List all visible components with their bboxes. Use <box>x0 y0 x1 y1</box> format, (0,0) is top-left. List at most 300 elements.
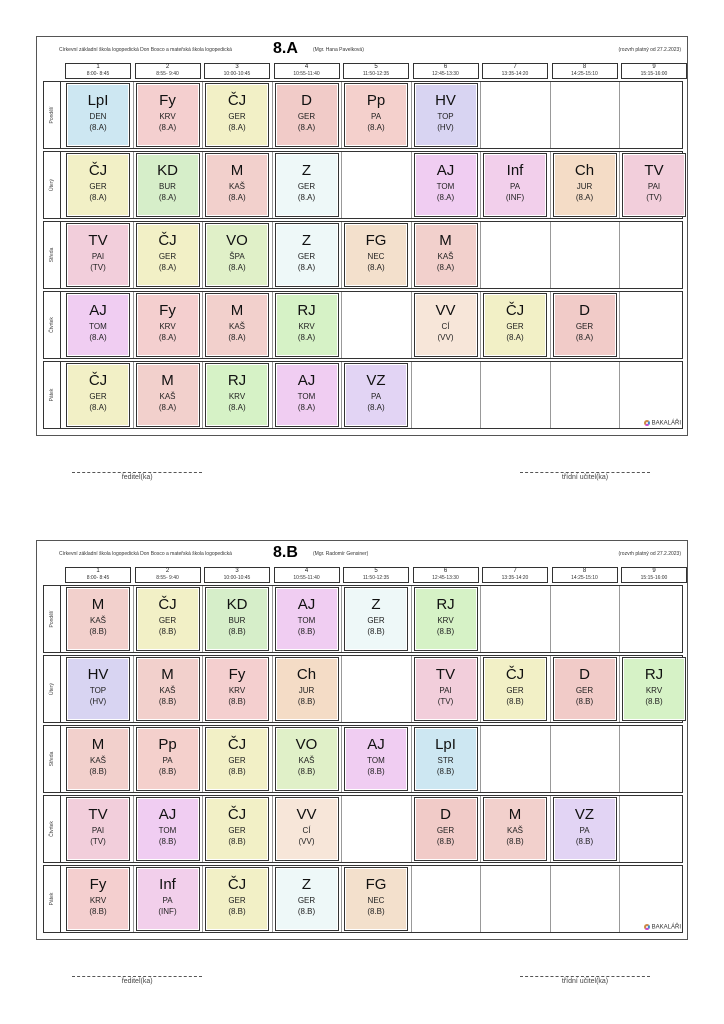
day-row <box>43 291 683 359</box>
lesson-teacher: KAŠ <box>159 686 176 695</box>
period-number: 1 <box>96 64 100 70</box>
lesson-teacher: GER <box>228 896 246 905</box>
grid-line <box>133 362 134 428</box>
period-number: 8 <box>582 568 587 574</box>
lesson-teacher: NEC <box>367 896 385 905</box>
grid-line <box>341 796 342 862</box>
period-header <box>552 567 618 583</box>
lesson-cell <box>275 363 339 427</box>
lesson-group: (8.A) <box>367 123 385 132</box>
lesson-subject: Inf <box>506 162 524 179</box>
lesson-cell <box>136 363 200 427</box>
lesson-cell <box>136 727 200 791</box>
grid-line <box>411 656 412 722</box>
lesson-cell <box>344 587 408 651</box>
lesson-group: (8.B) <box>645 697 663 706</box>
lesson-cell <box>414 83 478 147</box>
period-time: 15:15-16:00 <box>640 71 668 77</box>
grid-line <box>480 796 481 862</box>
grid-line <box>341 586 342 652</box>
period-time: 8:00- 8:45 <box>86 71 110 77</box>
lesson-cell <box>275 223 339 287</box>
lesson-group: (8.B) <box>89 767 107 776</box>
lesson-cell <box>66 867 130 931</box>
lesson-subject: Z <box>301 876 312 893</box>
lesson-group: (TV) <box>90 837 106 846</box>
lesson-subject: M <box>161 666 174 683</box>
lesson-subject: M <box>439 232 452 249</box>
grid-line <box>480 656 481 722</box>
lesson-teacher: TOP <box>437 112 454 121</box>
lesson-cell <box>553 293 617 357</box>
lesson-cell <box>205 587 269 651</box>
lesson-cell <box>622 153 686 217</box>
lesson-cell <box>414 657 478 721</box>
grid-line <box>133 726 134 792</box>
grid-line <box>272 866 273 932</box>
lesson-subject: AJ <box>158 806 177 823</box>
lesson-group: (INF) <box>158 907 177 916</box>
day-row <box>43 585 683 653</box>
lesson-cell <box>275 153 339 217</box>
lesson-subject: ČJ <box>158 232 177 249</box>
lesson-group: (8.B) <box>158 627 177 636</box>
lesson-cell <box>414 223 478 287</box>
grid-line <box>619 222 620 288</box>
lesson-group: (HV) <box>89 697 107 706</box>
period-time: 8:00- 8:45 <box>86 575 110 581</box>
grid-line <box>480 82 481 148</box>
lesson-teacher: CÍ <box>441 322 450 331</box>
lesson-group: (8.A) <box>158 403 177 412</box>
grid-line <box>272 726 273 792</box>
grid-line <box>133 796 134 862</box>
grid-line <box>272 152 273 218</box>
grid-line <box>133 292 134 358</box>
lesson-subject: Ch <box>296 666 317 683</box>
lesson-cell <box>205 83 269 147</box>
lesson-cell <box>66 727 130 791</box>
lesson-subject: ČJ <box>227 806 247 823</box>
grid-line <box>272 222 273 288</box>
day-row <box>43 795 683 863</box>
period-number: 6 <box>443 568 448 574</box>
lesson-teacher: KRV <box>298 322 315 331</box>
period-header <box>135 63 201 79</box>
lesson-subject: VZ <box>366 372 386 389</box>
lesson-cell <box>483 293 547 357</box>
lesson-teacher: TOM <box>436 182 455 191</box>
lesson-cell <box>622 657 686 721</box>
grid-line <box>341 362 342 428</box>
lesson-teacher: GER <box>297 112 316 121</box>
sheet-header <box>37 37 687 63</box>
grid-line <box>133 586 134 652</box>
lesson-teacher: TOP <box>89 686 107 695</box>
class-teacher: (Mgr. Hana Pavelková) <box>313 47 364 53</box>
lesson-subject: ČJ <box>227 736 247 753</box>
grid-line <box>480 726 481 792</box>
lesson-cell <box>483 797 547 861</box>
lesson-subject: Pp <box>158 736 177 753</box>
lesson-group: (8.B) <box>436 837 455 846</box>
lesson-group: (8.A) <box>297 193 316 202</box>
lesson-group: (TV) <box>90 263 106 272</box>
lesson-cell <box>414 153 478 217</box>
period-time: 14:25-15:10 <box>571 71 598 77</box>
lesson-group: (8.A) <box>367 403 385 412</box>
lesson-cell <box>205 363 269 427</box>
lesson-cell <box>483 153 547 217</box>
grid-line <box>272 656 273 722</box>
grid-line <box>619 796 620 862</box>
grid-line <box>202 362 203 428</box>
grid-line <box>480 222 481 288</box>
day-name: Čtvrtek <box>49 821 55 837</box>
grid-line <box>550 222 551 288</box>
lesson-teacher: KRV <box>159 112 176 121</box>
lesson-cell <box>205 293 269 357</box>
period-time: 10:00-10:45 <box>223 71 251 77</box>
lesson-teacher: GER <box>89 182 107 191</box>
lesson-group: (8.B) <box>228 907 246 916</box>
grid-line <box>272 292 273 358</box>
grid-line <box>202 152 203 218</box>
lesson-subject: D <box>579 666 590 683</box>
grid-line <box>202 82 203 148</box>
lesson-subject: AJ <box>367 736 385 753</box>
period-time: 10:00-10:45 <box>223 575 251 581</box>
lesson-subject: AJ <box>297 596 316 613</box>
lesson-teacher: TOM <box>89 322 107 331</box>
lesson-subject: FG <box>365 876 387 893</box>
lesson-subject: M <box>508 806 522 823</box>
grid-line <box>619 362 620 428</box>
lesson-teacher: PA <box>509 182 521 191</box>
lesson-teacher: KRV <box>228 392 246 401</box>
lesson-teacher: STR <box>437 756 454 765</box>
grid-line <box>202 866 203 932</box>
grid-line <box>411 82 412 148</box>
lesson-teacher: BUR <box>228 616 246 625</box>
period-number: 6 <box>443 64 448 70</box>
lesson-teacher: GER <box>436 826 455 835</box>
lesson-group: (8.B) <box>367 627 385 636</box>
period-header <box>274 567 340 583</box>
lesson-cell <box>136 867 200 931</box>
grid-line <box>341 656 342 722</box>
lesson-group: (8.B) <box>89 907 107 916</box>
lesson-group: (8.B) <box>297 907 316 916</box>
class-title: 8.B <box>273 544 298 561</box>
period-time: 13:35-14:20 <box>501 71 529 77</box>
lesson-teacher: TOM <box>297 616 316 625</box>
lesson-cell <box>205 797 269 861</box>
lesson-group: (8.B) <box>506 837 524 846</box>
lesson-teacher: GER <box>297 182 316 191</box>
lesson-teacher: GER <box>158 616 177 625</box>
grid-line <box>480 586 481 652</box>
day-label <box>44 362 61 428</box>
lesson-subject: VO <box>226 232 248 249</box>
lesson-cell <box>275 867 339 931</box>
period-header <box>482 63 548 79</box>
grid-line <box>411 222 412 288</box>
grid-line <box>550 866 551 932</box>
period-time: 11:50-12:35 <box>362 71 390 77</box>
lesson-teacher: GER <box>89 392 107 401</box>
grid-line <box>133 866 134 932</box>
lesson-group: (8.B) <box>228 627 246 636</box>
day-row <box>43 81 683 149</box>
period-number: 4 <box>304 568 309 574</box>
lesson-subject: Z <box>371 596 381 613</box>
period-header <box>65 63 131 79</box>
lesson-group: (8.A) <box>158 333 177 342</box>
lesson-group: (8.B) <box>436 627 455 636</box>
grid-line <box>619 292 620 358</box>
period-time: 13:35-14:20 <box>501 575 529 581</box>
lesson-cell <box>344 867 408 931</box>
period-number: 5 <box>374 568 378 574</box>
signature-director <box>72 472 202 481</box>
period-time: 15:15-16:00 <box>640 575 668 581</box>
lesson-group: (8.B) <box>158 837 177 846</box>
grid-line <box>550 362 551 428</box>
lesson-teacher: PA <box>579 826 590 835</box>
lesson-subject: RJ <box>436 596 455 613</box>
lesson-cell <box>275 657 339 721</box>
grid-line <box>619 82 620 148</box>
lesson-cell <box>414 727 478 791</box>
period-header <box>343 567 409 583</box>
lesson-group: (HV) <box>437 123 454 132</box>
validity-note: (rozvrh platný od 27.2.2023) <box>618 551 681 557</box>
lesson-group: (8.A) <box>89 123 107 132</box>
lesson-cell <box>344 727 408 791</box>
lesson-group: (8.B) <box>575 837 594 846</box>
lesson-subject: M <box>91 736 105 753</box>
grid-line <box>619 726 620 792</box>
lesson-subject: HV <box>87 666 109 683</box>
grid-line <box>550 656 551 722</box>
validity-note: (rozvrh platný od 27.2.2023) <box>618 47 681 53</box>
period-number: 2 <box>165 568 170 574</box>
grid-line <box>480 362 481 428</box>
lesson-cell <box>483 657 547 721</box>
lesson-teacher: KAŠ <box>298 756 315 765</box>
lesson-subject: D <box>301 92 312 109</box>
grid-line <box>341 222 342 288</box>
grid-line <box>550 796 551 862</box>
lesson-teacher: GER <box>367 616 385 625</box>
lesson-subject: Inf <box>159 876 176 893</box>
lesson-subject: VV <box>296 806 317 823</box>
lesson-cell <box>205 223 269 287</box>
period-header <box>343 63 409 79</box>
period-number: 9 <box>652 568 656 574</box>
lesson-cell <box>66 587 130 651</box>
lesson-group: (VV) <box>437 333 454 342</box>
lesson-cell <box>205 657 269 721</box>
lesson-subject: VZ <box>574 806 595 823</box>
period-time: 12:45-13:30 <box>432 71 459 77</box>
lesson-subject: D <box>440 806 451 823</box>
lesson-cell <box>275 727 339 791</box>
signature-line <box>520 976 650 977</box>
period-header <box>621 567 687 583</box>
day-name: Středa <box>49 751 55 767</box>
bakalari-logo-text: BAKALÁŘI <box>651 421 681 427</box>
lesson-group: (8.A) <box>506 333 524 342</box>
lesson-subject: Z <box>301 232 312 249</box>
timetable-sheet-8b <box>36 540 688 940</box>
lesson-teacher: PAI <box>91 252 105 261</box>
grid-line <box>133 656 134 722</box>
lesson-subject: ČJ <box>227 876 247 893</box>
lesson-group: (8.A) <box>228 263 246 272</box>
lesson-cell <box>275 797 339 861</box>
grid-line <box>550 152 551 218</box>
lesson-cell <box>136 797 200 861</box>
lesson-teacher: DEN <box>89 112 107 121</box>
lesson-cell <box>344 223 408 287</box>
lesson-teacher: JUR <box>576 182 593 191</box>
lesson-teacher: KRV <box>437 616 454 625</box>
period-number: 5 <box>374 64 378 70</box>
grid-line <box>411 726 412 792</box>
lesson-cell <box>66 153 130 217</box>
day-row <box>43 151 683 219</box>
lesson-cell <box>66 293 130 357</box>
lesson-subject: VO <box>295 736 318 753</box>
lesson-teacher: PA <box>370 392 382 401</box>
bakalari-logo-text: BAKALÁŘI <box>651 925 681 931</box>
day-label <box>44 656 61 722</box>
lesson-group: (8.A) <box>436 193 455 202</box>
day-name: Úterý <box>49 179 55 191</box>
lesson-teacher: KRV <box>89 896 107 905</box>
lesson-subject: ČJ <box>505 666 525 683</box>
day-row <box>43 655 683 723</box>
lesson-group: (8.B) <box>506 697 524 706</box>
grid-line <box>341 726 342 792</box>
lesson-subject: AJ <box>436 162 455 179</box>
lesson-subject: LpI <box>435 736 456 753</box>
lesson-group: (8.B) <box>297 767 316 776</box>
day-label <box>44 222 61 288</box>
grid-line <box>202 796 203 862</box>
day-row <box>43 865 683 933</box>
lesson-teacher: KAŠ <box>506 826 523 835</box>
lesson-teacher: KRV <box>159 322 176 331</box>
day-label <box>44 586 61 652</box>
lesson-group: (8.A) <box>575 333 594 342</box>
lesson-cell <box>344 363 408 427</box>
period-header <box>413 63 479 79</box>
lesson-teacher: GER <box>297 252 316 261</box>
grid-line <box>411 152 412 218</box>
lesson-teacher: PAI <box>91 826 105 835</box>
grid-line <box>133 222 134 288</box>
signature-line <box>72 472 202 473</box>
lesson-teacher: TOM <box>158 826 177 835</box>
day-label <box>44 82 61 148</box>
grid-line <box>619 866 620 932</box>
lesson-subject: M <box>230 302 244 319</box>
signature-line <box>72 976 202 977</box>
lesson-subject: RJ <box>297 302 316 319</box>
school-name: Církevní základní škola logopedická Don Bosco a mateřská škola logopedická <box>59 47 232 53</box>
lesson-group: (8.B) <box>297 627 316 636</box>
lesson-group: (8.A) <box>297 333 316 342</box>
grid-line <box>341 866 342 932</box>
bakalari-logo <box>644 420 681 427</box>
lesson-teacher: CÍ <box>302 826 311 835</box>
lesson-group: (8.B) <box>367 767 385 776</box>
lesson-cell <box>275 587 339 651</box>
lesson-group: (TV) <box>646 193 662 202</box>
signature-label: třídní učitel(ka) <box>561 474 609 481</box>
sheet-header <box>37 541 687 567</box>
lesson-subject: ČJ <box>158 596 177 613</box>
lesson-teacher: GER <box>297 896 316 905</box>
period-number: 3 <box>235 64 239 70</box>
lesson-teacher: KAŠ <box>437 252 454 261</box>
lesson-group: (8.A) <box>158 193 177 202</box>
lesson-cell <box>66 797 130 861</box>
grid-line <box>341 292 342 358</box>
grid-line <box>272 586 273 652</box>
lesson-cell <box>136 587 200 651</box>
grid-line <box>202 222 203 288</box>
lesson-cell <box>66 83 130 147</box>
day-label <box>44 726 61 792</box>
day-name: Pátek <box>49 388 55 402</box>
lesson-subject: AJ <box>89 302 107 319</box>
lesson-group: (8.A) <box>228 403 246 412</box>
lesson-subject: M <box>230 162 244 179</box>
lesson-subject: LpI <box>87 92 109 109</box>
grid-line <box>202 656 203 722</box>
school-name: Církevní základní škola logopedická Don Bosco a mateřská škola logopedická <box>59 551 232 557</box>
grid-line <box>411 292 412 358</box>
signature-label: ředitel(ka) <box>121 978 153 985</box>
lesson-cell <box>66 223 130 287</box>
lesson-subject: TV <box>435 666 456 683</box>
period-number: 8 <box>582 64 587 70</box>
lesson-subject: ČJ <box>88 372 108 389</box>
grid-line <box>272 796 273 862</box>
lesson-teacher: GER <box>228 112 246 121</box>
lesson-teacher: PA <box>162 756 173 765</box>
lesson-teacher: KAŠ <box>228 182 245 191</box>
lesson-group: (8.A) <box>228 333 246 342</box>
lesson-teacher: KAŠ <box>228 322 245 331</box>
period-number: 9 <box>652 64 656 70</box>
lesson-teacher: PAI <box>439 686 452 695</box>
lesson-teacher: PA <box>162 896 173 905</box>
lesson-cell <box>275 293 339 357</box>
lesson-subject: AJ <box>297 372 316 389</box>
lesson-teacher: JUR <box>298 686 315 695</box>
day-row <box>43 725 683 793</box>
day-name: Pondělí <box>49 610 55 628</box>
lesson-group: (8.A) <box>89 403 107 412</box>
grid-line <box>202 292 203 358</box>
period-number: 7 <box>513 568 517 574</box>
lesson-cell <box>66 657 130 721</box>
